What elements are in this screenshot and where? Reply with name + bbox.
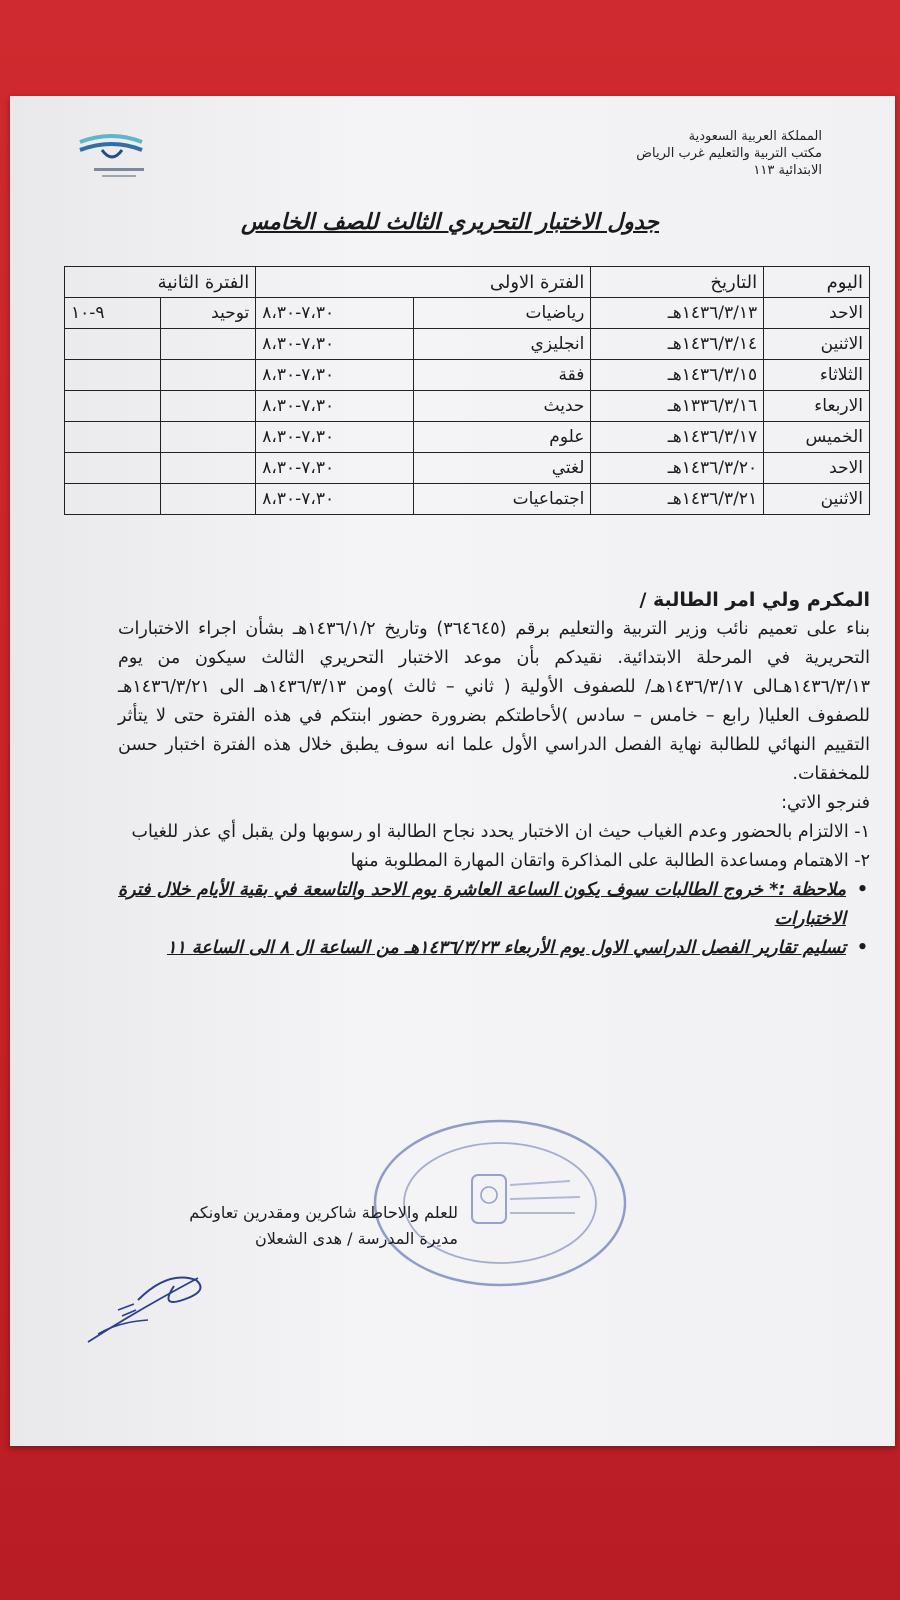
- cell-time-period-2: ٩-١٠: [65, 298, 161, 329]
- cell-subject-period-1: لغتي: [413, 453, 591, 484]
- table-row: [65, 360, 870, 391]
- cell-subject-period-2: [160, 422, 256, 453]
- header-day: اليوم: [764, 267, 870, 298]
- cell-day: الاثنين: [764, 329, 870, 360]
- letterhead: [636, 128, 822, 179]
- cell-time-period-2: [65, 360, 161, 391]
- cell-day: الخميس: [764, 422, 870, 453]
- cell-time-period-2: [65, 484, 161, 515]
- cell-time-period-1: ٧،٣٠-٨،٣٠: [256, 298, 413, 329]
- cell-date: ١٤٣٦/٣/١٣هـ: [591, 298, 764, 329]
- note-reports: • تسليم تقارير الفصل الدراسي الاول يوم الأربعاء ١٤٣٦/٣/٢٣هـ من الساعة ال ٨ الى الساعة ١١: [118, 934, 846, 963]
- table-row: [65, 298, 870, 329]
- header-period-2: الفترة الثانية: [65, 267, 256, 298]
- cell-date: ١٤٣٦/٣/٢٠هـ: [591, 453, 764, 484]
- table-header-row: [65, 267, 870, 298]
- cell-time-period-1: ٧،٣٠-٨،٣٠: [256, 329, 413, 360]
- cell-day: الاحد: [764, 453, 870, 484]
- cell-time-period-2: [65, 422, 161, 453]
- cell-date: ١٤٣٦/٣/١٥هـ: [591, 360, 764, 391]
- page-title: جدول الاختبار التحريري الثالث للصف الخامس: [240, 210, 660, 235]
- cell-subject-period-1: اجتماعيات: [413, 484, 591, 515]
- exam-schedule-table: [64, 266, 870, 515]
- cell-subject-period-2: [160, 360, 256, 391]
- cell-date: ١٣٣٦/٣/١٦هـ: [591, 391, 764, 422]
- cell-time-period-1: ٧،٣٠-٨،٣٠: [256, 484, 413, 515]
- letter-greeting: المكرم ولي امر الطالبة /: [639, 589, 870, 611]
- ministry-logo: [72, 128, 182, 188]
- cell-subject-period-2: [160, 329, 256, 360]
- letter-item-1: ١- الالتزام بالحضور وعدم الغياب حيث ان الاختبار يحدد نجاح الطالبة او رسوبها ولن يقبل أي عذر للغياب: [131, 822, 870, 842]
- table-row: [65, 422, 870, 453]
- header-date: التاريخ: [591, 267, 764, 298]
- cell-day: الثلاثاء: [764, 360, 870, 391]
- letterhead-line-3: الابتدائية ١١٣: [753, 163, 822, 178]
- cell-time-period-2: [65, 453, 161, 484]
- cell-date: ١٤٣٦/٣/١٧هـ: [591, 422, 764, 453]
- cell-time-period-1: ٧،٣٠-٨،٣٠: [256, 453, 413, 484]
- handwritten-signature: [78, 1250, 218, 1350]
- cell-day: الاحد: [764, 298, 870, 329]
- cell-day: الاثنين: [764, 484, 870, 515]
- cell-subject-period-1: حديث: [413, 391, 591, 422]
- table-row: [65, 329, 870, 360]
- letter-paragraph: بناء على تعميم نائب وزير التربية والتعليم برقم (٣٦٤٦٤٥) وتاريخ ١٤٣٦/١/٢هـ بشأن اجراء الاختبارات التحريرية في المرحلة الابتدائية. نقيدكم بأن موعد الاختبار التحريري الثالث سيكون من يوم ١٤٣٦/٣/١٣هـالى ١٤٣٦/٣/١٧هـ/ للصفوف الأولية ( ثاني – ثالث )ومن ١٤٣٦/٣/١٣هـ الى ١٤٣٦/٣/٢١هـ للصفوف العليا( رابع – خامس – سادس )لأحاطتكم بضرورة حضور ابنتكم في هذه الفترة حتى لا يتأثر التقييم النهائي للطالبة نهاية الفصل الدراسي الأول علما انه سوف يطبق خلال هذه الفترة اختبار حسن للمخفقات.: [118, 619, 871, 784]
- cell-subject-period-1: فقة: [413, 360, 591, 391]
- note-dismissal: • ملاحظة :* خروج الطالبات سوف يكون الساعة العاشرة يوم الاحد والتاسعة في بقية الأيام خلال فترة الاختبارات: [118, 876, 846, 934]
- principal-signature-line: مديرة المدرسة / هدى الشعلان: [254, 1229, 458, 1248]
- letterhead-line-2: مكتب التربية والتعليم غرب الرياض: [636, 146, 822, 161]
- cell-subject-period-1: علوم: [413, 422, 591, 453]
- table-row: [65, 453, 870, 484]
- letter-item-2: ٢- الاهتمام ومساعدة الطالبة على المذاكرة واتقان المهارة المطلوبة منها: [350, 851, 870, 871]
- table-row: [65, 484, 870, 515]
- cell-subject-period-2: [160, 453, 256, 484]
- cell-time-period-1: ٧،٣٠-٨،٣٠: [256, 391, 413, 422]
- letter-body: [118, 586, 870, 963]
- cell-time-period-2: [65, 391, 161, 422]
- closing-block: [118, 1200, 458, 1252]
- cell-time-period-2: [65, 329, 161, 360]
- cell-subject-period-2: [160, 484, 256, 515]
- cell-time-period-1: ٧،٣٠-٨،٣٠: [256, 422, 413, 453]
- table-row: [65, 391, 870, 422]
- closing-thanks: للعلم والاحاطة شاكرين ومقدرين تعاونكم: [189, 1203, 458, 1222]
- cell-subject-period-2: [160, 391, 256, 422]
- cell-subject-period-1: انجليزي: [413, 329, 591, 360]
- cell-day: الاربعاء: [764, 391, 870, 422]
- notes-list: [118, 876, 870, 963]
- letterhead-line-1: المملكة العربية السعودية: [688, 129, 822, 144]
- cell-time-period-1: ٧،٣٠-٨،٣٠: [256, 360, 413, 391]
- header-period-1: الفترة الاولى: [256, 267, 591, 298]
- letter-request: فنرجو الاتي:: [781, 793, 870, 813]
- cell-date: ١٤٣٦/٣/١٤هـ: [591, 329, 764, 360]
- cell-subject-period-1: رياضيات: [413, 298, 591, 329]
- cell-date: ١٤٣٦/٣/٢١هـ: [591, 484, 764, 515]
- cell-subject-period-2: توحيد: [160, 298, 256, 329]
